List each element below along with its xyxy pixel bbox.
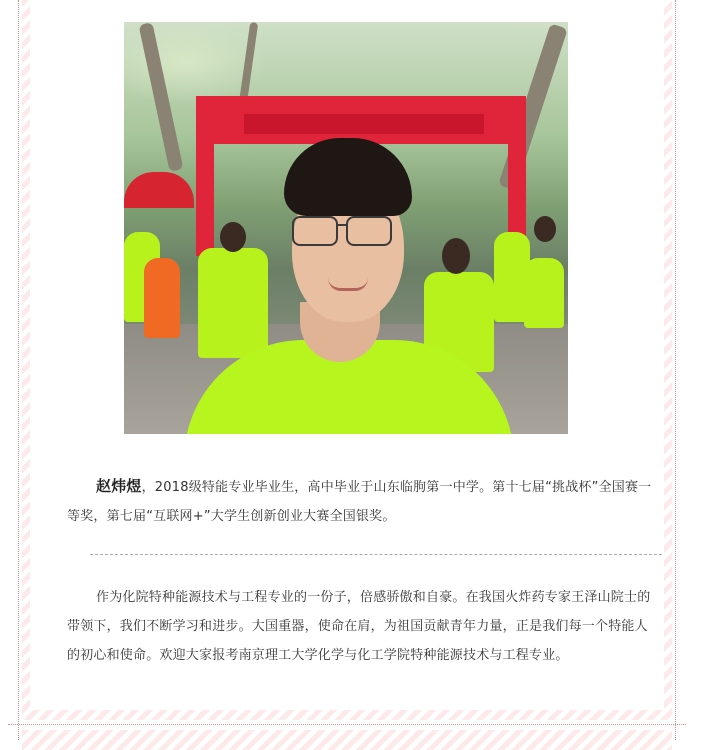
intro-paragraph [67,472,657,531]
dotted-border-right [675,0,676,740]
background-runner [524,258,564,328]
dashed-separator [90,554,662,555]
portrait-photo [124,22,568,434]
runner-head [220,222,246,252]
tree-trunk [139,22,184,172]
background-runner [144,258,180,338]
glasses-lens-right [346,216,392,246]
runner-head [442,238,470,274]
striped-border-band-bottom [22,730,672,750]
runner-head [534,216,556,242]
intro-text: ，2018级特能专业毕业生，高中毕业于山东临朐第一中学。第十七届“挑战杯”全国赛一等奖，第七届“互联网+”大学生创新创业大赛全国银奖。 [67,480,652,524]
red-tent [124,172,194,208]
statement-paragraph: 作为化院特种能源技术与工程专业的一份子，倍感骄傲和自豪。在我国火炸药专家王泽山院士的带领下，我们不断学习和进步。大国重器，使命在肩，为祖国贡献青年力量，正是我们每一个特能人的初心和使命。欢迎大家报考南京理工大学化学与化工学院特种能源技术与工程专业。 [67,590,651,663]
background-runner [198,248,268,358]
glasses-lens-left [292,216,338,246]
student-name: 赵炜煜 [96,477,142,495]
article-card [30,0,664,710]
dotted-border-bottom [8,724,686,725]
dotted-border-left [18,0,19,740]
glasses-bridge [337,224,347,226]
